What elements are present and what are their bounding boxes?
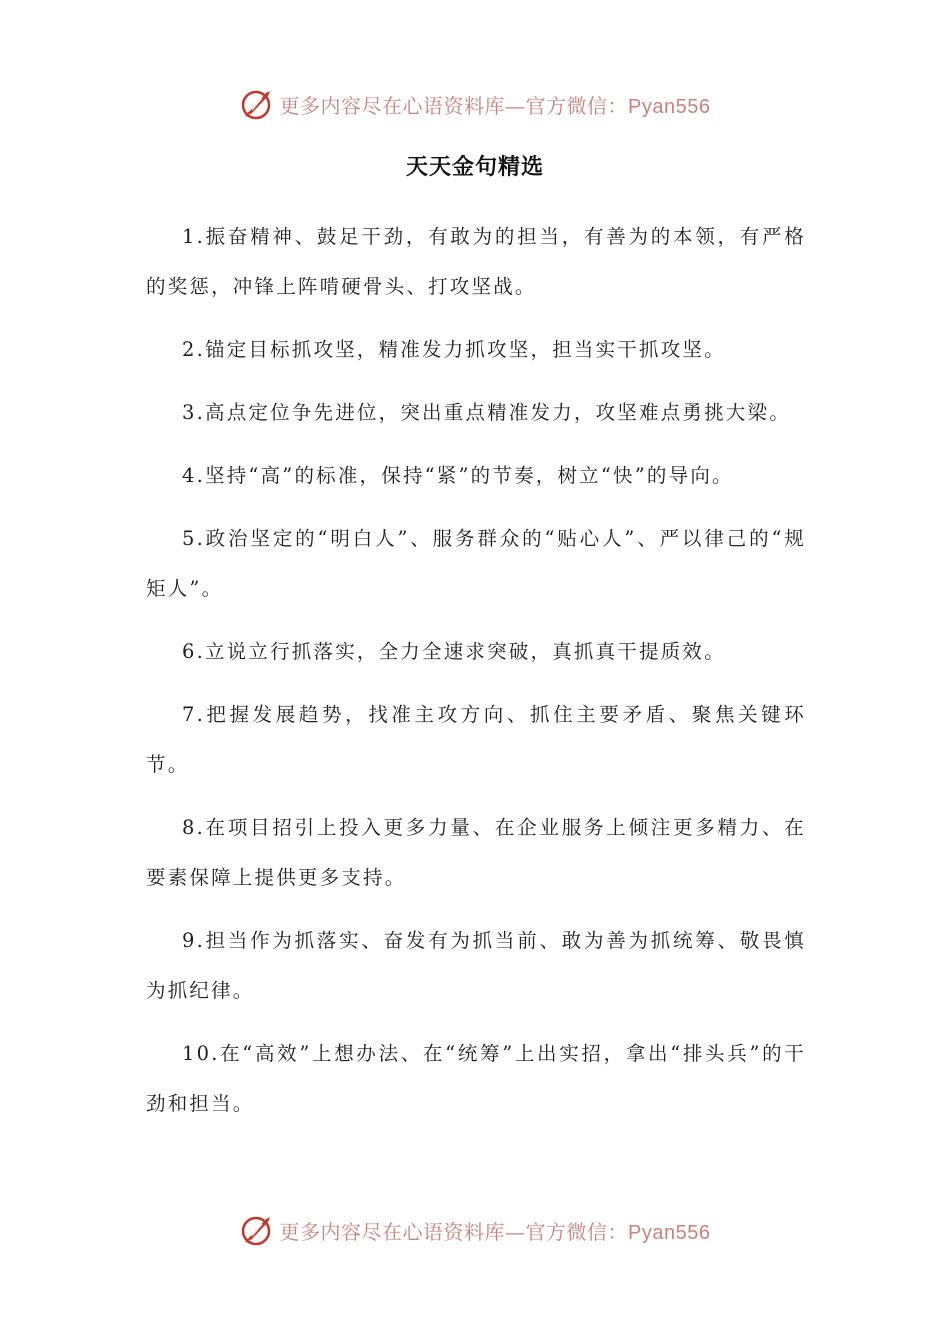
list-item: 8.在项目招引上投入更多力量、在企业服务上倾注更多精力、在要素保障上提供更多支持。 bbox=[146, 816, 806, 889]
header-banner bbox=[0, 84, 950, 124]
quill-pen-icon bbox=[240, 86, 276, 122]
list-item: 7.把握发展趋势，找准主攻方向、抓住主要矛盾、聚焦关键环节。 bbox=[146, 703, 806, 776]
wechat-id: Pyan556 bbox=[628, 1221, 711, 1244]
page-title: 天天金句精选 bbox=[405, 154, 544, 180]
list-item: 3.高点定位争先进位，突出重点精准发力，攻坚难点勇挑大梁。 bbox=[182, 401, 791, 424]
list-item: 9.担当作为抓落实、奋发有为抓当前、敢为善为抓统筹、敬畏慎为抓纪律。 bbox=[146, 929, 806, 1002]
list-item: 4.坚持“高”的标准，保持“紧”的节奏，树立“快”的导向。 bbox=[182, 464, 734, 487]
list-item: 2.锚定目标抓攻坚，精准发力抓攻坚，担当实干抓攻坚。 bbox=[182, 338, 726, 361]
document-body bbox=[146, 212, 806, 1142]
banner-text: 更多内容尽在心语资料库—官方微信：Pyan556 bbox=[279, 1219, 711, 1244]
footer-banner bbox=[0, 1210, 950, 1250]
banner-text: 更多内容尽在心语资料库—官方微信：Pyan556 bbox=[279, 93, 711, 118]
list-item: 5.政治坚定的“明白人”、服务群众的“贴心人”、严以律己的“规矩人”。 bbox=[146, 527, 806, 600]
list-item: 1.振奋精神、鼓足干劲，有敢为的担当，有善为的本领，有严格的奖惩，冲锋上阵啃硬骨头、打攻坚战。 bbox=[146, 225, 806, 298]
wechat-id: Pyan556 bbox=[628, 95, 711, 118]
list-item: 10.在“高效”上想办法、在“统筹”上出实招，拿出“排头兵”的干劲和担当。 bbox=[146, 1042, 806, 1115]
list-item: 6.立说立行抓落实，全力全速求突破，真抓真干提质效。 bbox=[182, 640, 726, 663]
quill-pen-icon bbox=[240, 1212, 276, 1248]
